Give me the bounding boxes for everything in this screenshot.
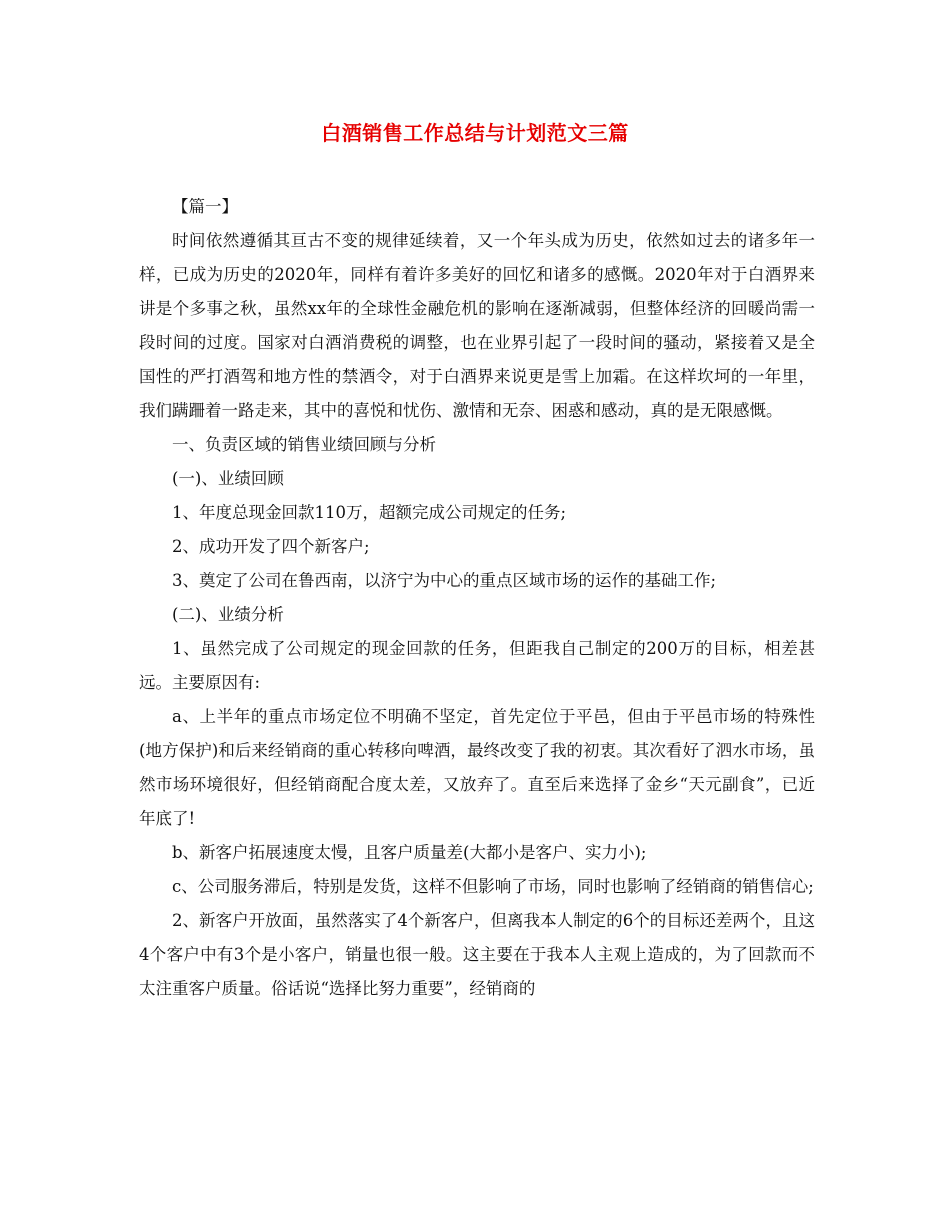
section-heading-part-one: 【篇一】 [172,197,238,216]
intro-paragraph: 时间依然遵循其亘古不变的规律延续着，又一个年头成为历史，依然如过去的诸多年一样，已成为历史的2020年，同样有着许多美好的回忆和诸多的感慨。2020年对于白酒界来讲是个多事之秋，虽然xx年的全球性金融危机的影响在逐渐减弱，但整体经济的回暖尚需一段时间的过度。国家对白酒消费税的调整，也在业界引起了一段时间的骚动，紧接着又是全国性的严打酒驾和地方性的禁酒令，对于白酒界来说更是雪上加霜。在这样坎坷的一年里，我们蹒跚着一路走来，其中的喜悦和忧伤、激情和无奈、困惑和感动，真的是无限感慨。 [139,231,815,420]
document-title: 白酒销售工作总结与计划范文三篇 [321,121,629,145]
document-body [139,190,815,1006]
subheading-review: (一)、业绩回顾 [172,469,284,488]
analysis-item-b: b、新客户拓展速度太慢，且客户质量差(大都小是客户、实力小); [172,843,647,862]
list-item: 1、年度总现金回款110万，超额完成公司规定的任务; [172,503,567,522]
analysis-item-c: c、公司服务滞后，特别是发货，这样不但影响了市场，同时也影响了经销商的销售信心; [172,877,814,896]
section-heading-performance: 一、负责区域的销售业绩回顾与分析 [172,435,436,454]
analysis-paragraph: 1、虽然完成了公司规定的现金回款的任务，但距我自己制定的200万的目标，相差甚远。主要原因有: [139,639,815,692]
list-item: 3、奠定了公司在鲁西南，以济宁为中心的重点区域市场的运作的基础工作; [172,571,717,590]
list-item: 2、成功开发了四个新客户; [172,537,370,556]
analysis-paragraph: 2、新客户开放面，虽然落实了4个新客户，但离我本人制定的6个的目标还差两个，且这4个客户中有3个是小客户，销量也很一般。这主要在于我本人主观上造成的，为了回款而不太注重客户质量。俗话说“选择比努力重要”，经销商的 [139,911,815,998]
analysis-item-a: a、上半年的重点市场定位不明确不坚定，首先定位于平邑，但由于平邑市场的特殊性(地方保护)和后来经销商的重心转移向啤酒，最终改变了我的初衷。其次看好了泗水市场，虽然市场环境很好，但经销商配合度太差，又放弃了。直至后来选择了金乡“天元副食”，已近年底了! [139,707,815,828]
subheading-analysis: (二)、业绩分析 [172,605,284,624]
